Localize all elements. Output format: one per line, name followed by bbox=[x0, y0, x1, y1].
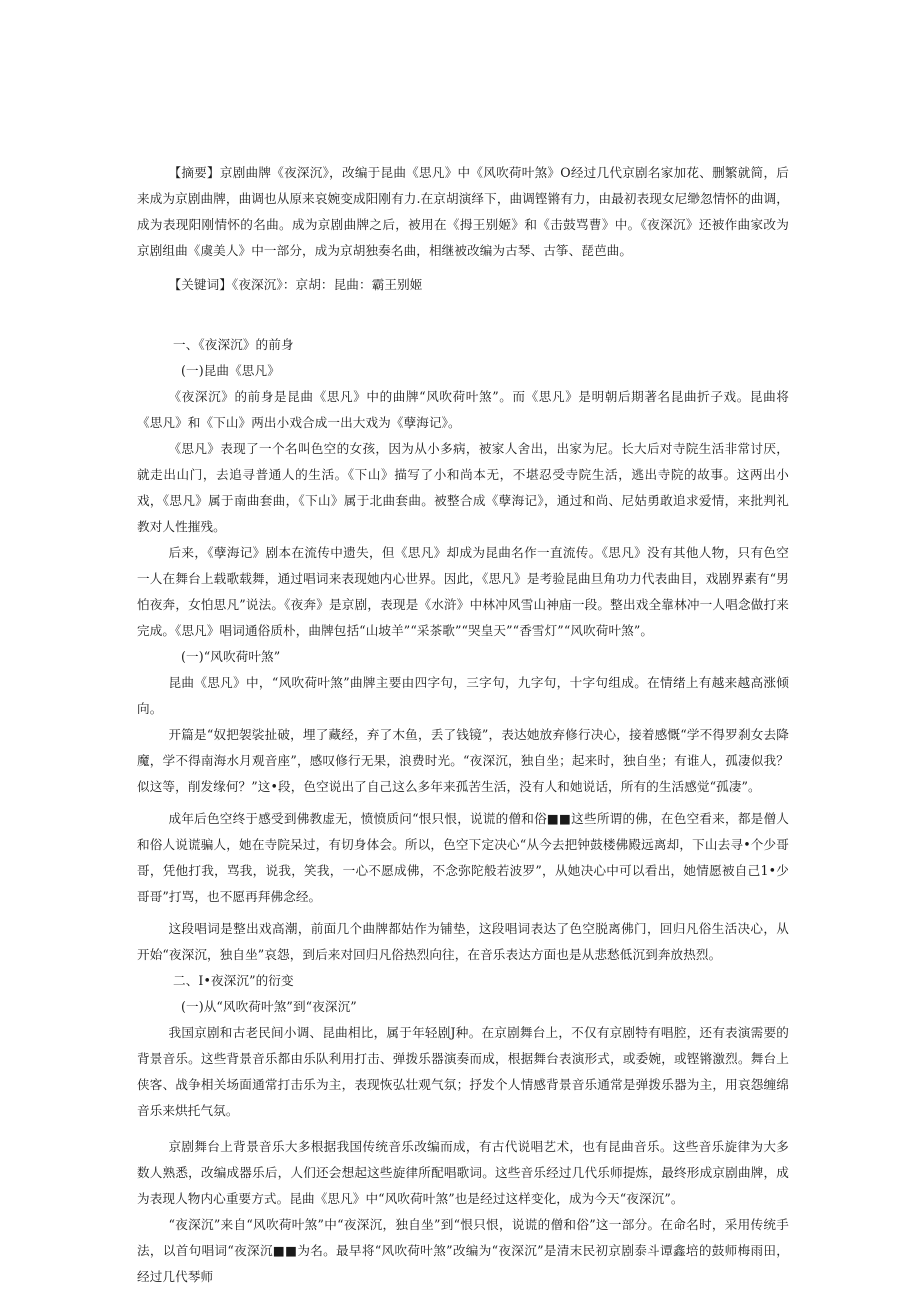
section-2-heading: 二、I•夜深沉”的衍变 bbox=[173, 973, 294, 988]
section-1-subheading: (一)昆曲《思凡》 bbox=[181, 363, 280, 378]
abstract-paragraph: 【摘要】京剧曲牌《夜深沉》，改编于昆曲《思凡》中《风吹荷叶煞》O经过几代京剧名家加花、删繁就简，后来成为京剧曲牌，曲调也从原来哀婉变成阳刚有力.在京胡演绎下，曲调铿锵有力，由最初表现女尼缈忽情怀的曲调，成为表现阳刚情怀的名曲。成为京剧曲牌之后，被用在《拇王别姬》和《击鼓骂曹》中。《夜深沉》还被作曲家改为京剧组曲《虞美人》中一部分，成为京胡独奏名曲，相继被改编为古琴、古筝、琵芭曲。 bbox=[137, 165, 789, 258]
body-paragraph: 京剧舞台上背景音乐大多根据我国传统音乐改编而成，有古代说唱艺术，也有昆曲音乐。这些音乐旋律为大多数人熟悉，改编成器乐后，人们还会想起这些旋律所配唱歌词。这些音乐经过几代乐师提炼，最终形成京剧曲牌，成为表现人物内心重要方式。昆曲《思凡》中“风吹荷叶煞”也是经过这样变化，成为今天“夜深沉”。 bbox=[137, 1139, 789, 1206]
body-paragraph: 我国京剧和古老民间小调、昆曲相比，属于年轻剧J种。在京剧舞台上，不仅有京剧特有唱腔，还有表演需要的背景音乐。这些背景音乐都由乐队利用打击、弹拨乐器演奏而成，根据舞台表演形式，或委婉，或铿锵激烈。舞台上侠客、战争相关场面通常打击乐为主，表现恢弘壮观气氛；抒发个人情感背景音乐通常是弹拨乐器为主，用哀怨缠绵音乐来烘托气氛。 bbox=[137, 1025, 789, 1118]
document-page bbox=[137, 160, 789, 1290]
section-2-subheading: (一)从“风吹荷叶煞”到“夜深沉” bbox=[181, 999, 357, 1014]
body-paragraph: 后来，《孽海记》剧本在流传中遗失，但《思凡》却成为昆曲名作一直流传。《思凡》没有其他人物，只有色空一人在舞台上载歌载舞，通过唱词来表现她内心世界。因此，《思凡》是考验昆曲旦角功力代表曲目，戏剧界素有“男怕夜奔，女怕思凡”说法。《夜奔》是京剧，表现是《水浒》中林冲风雪山神庙一段。整出戏全靠林冲一人唱念做打来完成。《思凡》唱词通俗质朴，曲牌包括“山坡羊”“采茶歌”“哭皇天”“香雪灯”“风吹荷叶煞”。 bbox=[137, 545, 789, 638]
section-1-subheading-2: (一)“风吹荷叶煞” bbox=[181, 649, 281, 664]
body-paragraph: 成年后色空终于感受到佛教虚无，愤愤质问“恨只恨，说谎的僧和俗■■这些所谓的佛，在色空看来，都是僧人和俗人说谎骗人，她在寺院呆过，有切身体会。所以，色空下定决心“从今去把钟鼓楼佛殿远离却，下山去寻•个少哥哥，凭他打我，骂我，说我，笑我，一心不愿成佛，不念弥陀般若波罗”，从她决心中可以看出，她情愿被自己1•少哥哥”打骂，也不愿再拜佛念经。 bbox=[137, 811, 789, 904]
body-paragraph: “夜深沉”来自“风吹荷叶煞”中“夜深沉，独自坐”到“恨只恨，说谎的僧和俗”这一部分。在命名时，采用传统手法，以首句唱词“夜深沉■■为名。最早将“风吹荷叶煞”改编为“夜深沉”是清末民初京剧泰斗谭鑫培的鼓师梅雨田，经过几代琴师 bbox=[137, 1217, 789, 1284]
body-paragraph: 《夜深沉》的前身是昆曲《思凡》中的曲牌“风吹荷叶煞”。而《思凡》是明朝后期著名昆曲折子戏。昆曲将《思凡》和《下山》两出小戏合成一出大戏为《孽海记》。 bbox=[137, 389, 789, 430]
keywords-paragraph: 【关键词】《夜深沉》：京胡：昆曲：霸王别姬 bbox=[168, 277, 423, 292]
body-paragraph: 开篇是“奴把袈裟扯破，埋了藏经，弃了木鱼，丢了钱镜”，表达她放弃修行决心，接着感慨“学不得罗刹女去降魔，学不得南海水月观音座”，感叹修行无果，浪费时光。“夜深沉，独自坐；起来时，独自坐；有谁人，孤凄似我？似这等，削发缘何？”这•段，色空说出了自己这么多年来孤苦生活，没有人和她说话，所有的生活感觉“孤凄”。 bbox=[137, 727, 789, 794]
body-paragraph: 昆曲《思凡》中，“风吹荷叶煞”曲牌主要由四字句，三字句，九字句，十字句组成。在情绪上有越来越高涨倾向。 bbox=[137, 675, 789, 716]
body-paragraph: 《思凡》表现了一个名叫色空的女孩，因为从小多病，被家人舍出，出家为尼。长大后对寺院生活非常讨厌，就走出山门，去追寻普通人的生活。《下山》描写了小和尚本无，不堪忍受寺院生活，逃出寺院的故事。这两出小戏，《思凡》属于南曲套曲，《下山》属于北曲套曲。被整合成《孽海记》，通过和尚、尼姑勇敢追求爱情，来批判礼教对人性摧残。 bbox=[137, 441, 789, 534]
section-1-heading: 一、《夜深沉》的前身 bbox=[173, 337, 294, 352]
body-paragraph: 这段唱词是整出戏高潮，前面几个曲牌都姑作为铺垫，这段唱词表达了色空脱离佛门，回归凡俗生活决心，从开始“夜深沉，独自坐”哀怨，到后来对回归凡俗热烈向往，在音乐表达方面也是从悲愁低沉到奔放热烈。 bbox=[137, 921, 789, 962]
